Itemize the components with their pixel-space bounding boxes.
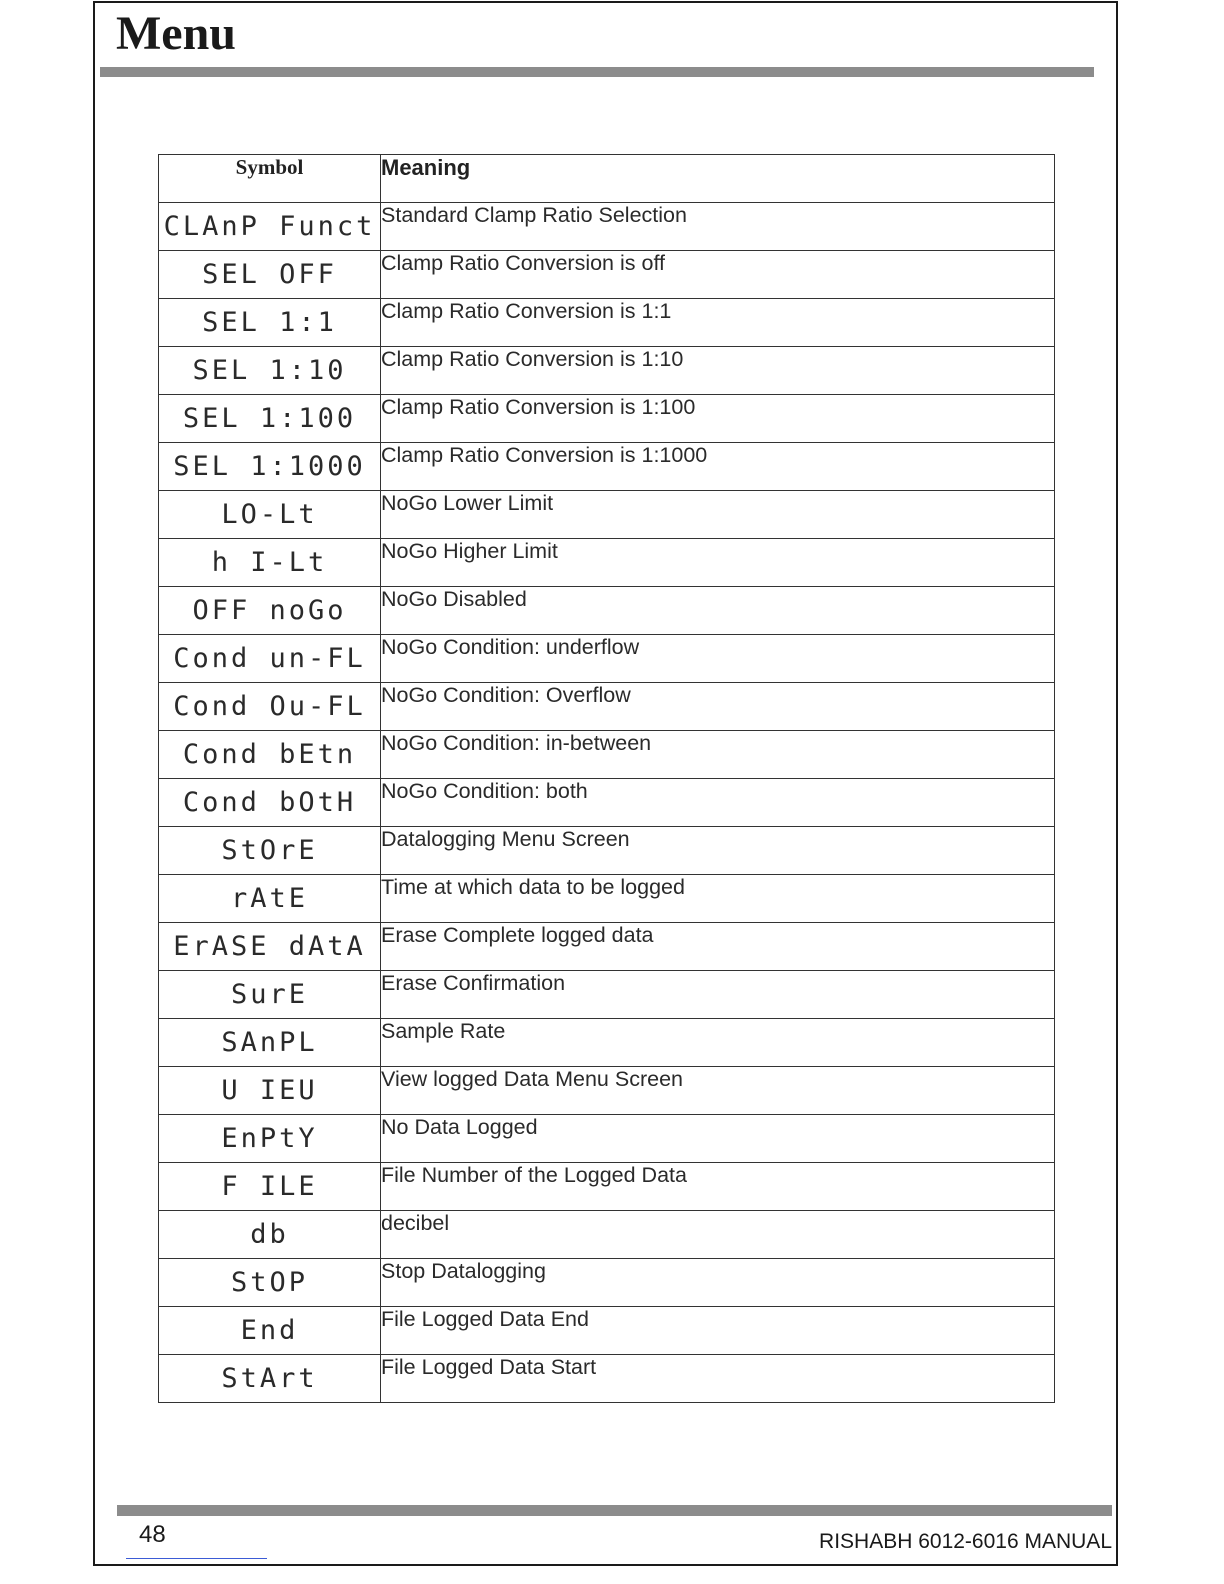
table-row bbox=[159, 827, 1055, 875]
symbol-meaning: NoGo Condition: both bbox=[381, 779, 1055, 827]
footer-rule bbox=[117, 1505, 1112, 1516]
page-title: Menu bbox=[116, 7, 236, 60]
symbol-meaning: Datalogging Menu Screen bbox=[381, 827, 1055, 875]
symbol-meaning: File Number of the Logged Data bbox=[381, 1163, 1055, 1211]
table-row bbox=[159, 203, 1055, 251]
display-symbol: h I-Lt bbox=[159, 539, 381, 587]
display-symbol: SurE bbox=[159, 971, 381, 1019]
display-symbol: U IEU bbox=[159, 1067, 381, 1115]
page-number-underline bbox=[126, 1558, 267, 1559]
display-symbol: SEL 1:1 bbox=[159, 299, 381, 347]
table-row bbox=[159, 1019, 1055, 1067]
symbol-meaning: View logged Data Menu Screen bbox=[381, 1067, 1055, 1115]
symbol-meaning: Clamp Ratio Conversion is 1:10 bbox=[381, 347, 1055, 395]
table-row bbox=[159, 683, 1055, 731]
display-symbol: EnPtY bbox=[159, 1115, 381, 1163]
footer-manual-title: RISHABH 6012-6016 MANUAL bbox=[819, 1530, 1112, 1553]
symbol-meaning: NoGo Condition: in-between bbox=[381, 731, 1055, 779]
table-row bbox=[159, 635, 1055, 683]
display-symbol: CLAnP Funct bbox=[159, 203, 381, 251]
symbol-meaning: NoGo Higher Limit bbox=[381, 539, 1055, 587]
display-symbol: rAtE bbox=[159, 875, 381, 923]
symbol-meaning: NoGo Disabled bbox=[381, 587, 1055, 635]
display-symbol: Cond bEtn bbox=[159, 731, 381, 779]
table-row bbox=[159, 1259, 1055, 1307]
symbol-meaning: Clamp Ratio Conversion is 1:1000 bbox=[381, 443, 1055, 491]
symbol-meaning: No Data Logged bbox=[381, 1115, 1055, 1163]
symbol-meaning: Clamp Ratio Conversion is 1:1 bbox=[381, 299, 1055, 347]
display-symbol: StArt bbox=[159, 1355, 381, 1403]
table-row bbox=[159, 731, 1055, 779]
table-row bbox=[159, 443, 1055, 491]
display-symbol: End bbox=[159, 1307, 381, 1355]
display-symbol: SEL 1:1000 bbox=[159, 443, 381, 491]
table-row bbox=[159, 1211, 1055, 1259]
display-symbol: LO-Lt bbox=[159, 491, 381, 539]
table-row bbox=[159, 971, 1055, 1019]
display-symbol: db bbox=[159, 1211, 381, 1259]
symbol-meaning: Time at which data to be logged bbox=[381, 875, 1055, 923]
table-row bbox=[159, 299, 1055, 347]
symbol-meaning: File Logged Data Start bbox=[381, 1355, 1055, 1403]
table-row bbox=[159, 491, 1055, 539]
symbol-meaning: NoGo Condition: underflow bbox=[381, 635, 1055, 683]
table-row bbox=[159, 1067, 1055, 1115]
table-header-row bbox=[159, 155, 1055, 203]
display-symbol: SEL 1:100 bbox=[159, 395, 381, 443]
display-symbol: F ILE bbox=[159, 1163, 381, 1211]
display-symbol: ErASE dAtA bbox=[159, 923, 381, 971]
table-row bbox=[159, 1115, 1055, 1163]
display-symbol: SEL OFF bbox=[159, 251, 381, 299]
symbol-meaning: decibel bbox=[381, 1211, 1055, 1259]
symbol-meaning: Clamp Ratio Conversion is 1:100 bbox=[381, 395, 1055, 443]
display-symbol: StOP bbox=[159, 1259, 381, 1307]
table-row bbox=[159, 923, 1055, 971]
display-symbol: Cond un-FL bbox=[159, 635, 381, 683]
symbol-column-header: Symbol bbox=[159, 155, 381, 203]
symbol-table bbox=[158, 154, 1055, 1403]
table-row bbox=[159, 587, 1055, 635]
header-rule bbox=[100, 67, 1094, 77]
table-row bbox=[159, 779, 1055, 827]
display-symbol: SEL 1:10 bbox=[159, 347, 381, 395]
table-row bbox=[159, 1163, 1055, 1211]
symbol-meaning: Erase Complete logged data bbox=[381, 923, 1055, 971]
symbol-meaning: Sample Rate bbox=[381, 1019, 1055, 1067]
table-row bbox=[159, 1307, 1055, 1355]
symbol-meaning: Standard Clamp Ratio Selection bbox=[381, 203, 1055, 251]
symbol-meaning: NoGo Condition: Overflow bbox=[381, 683, 1055, 731]
table-row bbox=[159, 395, 1055, 443]
table-body bbox=[159, 203, 1055, 1403]
symbol-meaning: File Logged Data End bbox=[381, 1307, 1055, 1355]
symbol-meaning: Clamp Ratio Conversion is off bbox=[381, 251, 1055, 299]
page-number: 48 bbox=[139, 1521, 166, 1548]
symbol-meaning: Erase Confirmation bbox=[381, 971, 1055, 1019]
display-symbol: StOrE bbox=[159, 827, 381, 875]
symbol-meaning: Stop Datalogging bbox=[381, 1259, 1055, 1307]
display-symbol: SAnPL bbox=[159, 1019, 381, 1067]
display-symbol: Cond Ou-FL bbox=[159, 683, 381, 731]
table-row bbox=[159, 1355, 1055, 1403]
display-symbol: OFF noGo bbox=[159, 587, 381, 635]
symbol-meaning: NoGo Lower Limit bbox=[381, 491, 1055, 539]
table-row bbox=[159, 539, 1055, 587]
table-row bbox=[159, 875, 1055, 923]
display-symbol: Cond bOtH bbox=[159, 779, 381, 827]
table-row bbox=[159, 251, 1055, 299]
meaning-column-header: Meaning bbox=[381, 155, 1055, 203]
table-row bbox=[159, 347, 1055, 395]
